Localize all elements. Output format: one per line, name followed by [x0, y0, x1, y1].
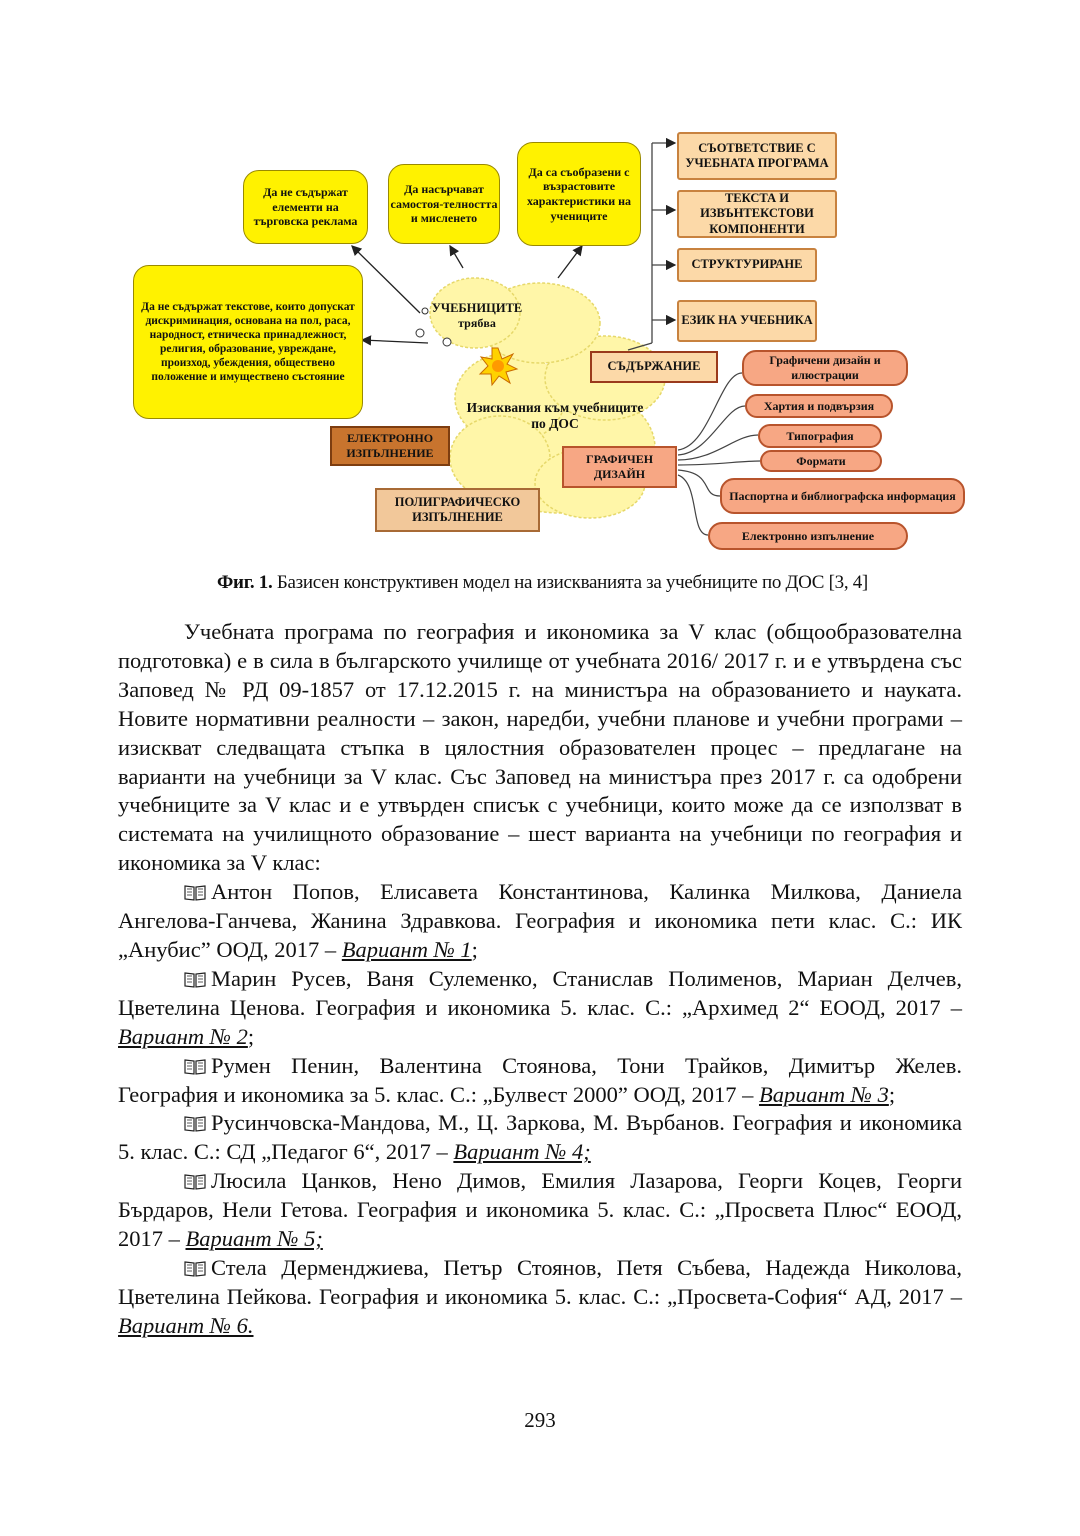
- reference-text: Русинчовска-Мандова, М., Ц. Заркова, М. Върбанов. География и икономика 5. клас. С.: СД „Педагог 6“, 2017 –: [118, 1110, 962, 1165]
- polygraphic-execution-label: ПОЛИГРАФИЧЕСКО ИЗПЪЛНЕНИЕ: [375, 488, 540, 532]
- content-item-structuring: СТРУКТУРИРАНЕ: [677, 248, 817, 282]
- reference-item: [118, 878, 962, 965]
- reference-variant: Вариант № 1: [341, 936, 472, 962]
- open-book-icon: [184, 971, 206, 988]
- center-title: Изисквания към учебниците по ДОС: [466, 399, 644, 431]
- reference-text: Антон Попов, Елисавета Константинова, Калинка Милкова, Даниела Ангелова-Ганчева, Жанина Здравкова. География и икономика пети клас. С.: ИК „Анубис” ООД, 2017 –: [118, 879, 962, 962]
- reference-text: Марин Русев, Ваня Сулеменко, Станислав Полименов, Мариан Делчев, Цветелина Ценова. География и икономика 5. клас. С.: „Архимед 2“ ЕООД, 2017 –: [118, 965, 962, 1020]
- body-paragraph: Учебната програма по география и икономика за V клас (общообразователна подготовка) е в сила в българското училище от учебната 2016/ 2017 г. и е утвърдена със Заповед № РД 09-1857 от 17.12.2015 г. на министъра на образованието и науката. Новите нормативни реалности – закон, наредби, учебни планове и учебни програми – изискват следващата стъпка в цялостния образователен процес – предлагане на варианти на учебници за V клас. Със Заповед на министъра през 2017 г. са одобрени учебниците за V клас и е утвърден списък с учебници, които може да се използват в системата на училищното образование – шест варианта на учебници по география и икономика за V клас:: [118, 619, 962, 876]
- content-item-text-components: ТЕКСТА И ИЗВЪНТЕКСТОВИ КОМПОНЕНТИ: [677, 190, 837, 238]
- graphic-design-label: ГРАФИЧЕН ДИЗАЙН: [562, 446, 677, 488]
- reference-item: [118, 1109, 962, 1167]
- open-book-icon: [184, 1260, 206, 1277]
- requirement-age-appropriate: Да са съобразени с възрастовите характеристики на учениците: [517, 142, 641, 246]
- reference-after: ;: [888, 1081, 896, 1107]
- open-book-icon: [184, 1115, 206, 1132]
- reference-variant: Вариант № 6.: [118, 1312, 254, 1338]
- open-book-icon: [184, 1058, 206, 1075]
- reference-after: ;: [247, 1023, 255, 1049]
- requirement-no-discrimination: Да не съдържат текстове, които допускат дискриминация, основана на пол, раса, народност, етническа принадлежност, религия, образование, увреждане, произход, убеждения, обществено положение и имуществено състояние: [133, 265, 363, 419]
- bubble-dot: [443, 338, 451, 346]
- reference-text: Румен Пенин, Валентина Стоянова, Тони Трайков, Димитър Желев. География и икономика за 5. клас. С.: „Булвест 2000” ООД, 2017 –: [118, 1052, 962, 1107]
- requirement-no-advertising: Да не съдържат елементи на търговска реклама: [243, 170, 368, 244]
- design-item-illustrations: Графичени дизайн и илюстрации: [742, 350, 908, 386]
- content-item-language: ЕЗИК НА УЧЕБНИКА: [677, 300, 817, 342]
- reference-item: [118, 1167, 962, 1254]
- reference-item: [118, 1254, 962, 1341]
- electronic-execution-label: ЕЛЕКТРОННО ИЗПЪЛНЕНИЕ: [330, 426, 450, 466]
- caption-text: Базисен конструктивен модел на изискванията за учебниците по ДОС [3, 4]: [272, 572, 868, 593]
- page-number: 293: [524, 1408, 556, 1432]
- reference-text: Стела Дерменджиева, Петър Стоянов, Петя Събева, Надежда Николова, Цветелина Пейкова. География и икономика 5. клас. С.: „Просвета-София“ АД, 2017 –: [118, 1254, 962, 1309]
- reference-after: ;: [471, 936, 478, 962]
- open-book-icon: [184, 1173, 206, 1190]
- design-item-paper-binding: Хартия и подвързия: [745, 394, 893, 418]
- reference-variant: Вариант № 4;: [453, 1139, 591, 1165]
- content-label: СЪДЪРЖАНИЕ: [590, 351, 718, 383]
- content-item-program: СЪОТВЕТСТВИЕ С УЧЕБНАТА ПРОГРАМА: [677, 132, 837, 180]
- reference-item: [118, 1052, 962, 1110]
- design-item-formats: Формати: [760, 450, 882, 472]
- bubble-label: УЧЕБНИЦИТЕ трябва: [431, 301, 523, 331]
- reference-variant: Вариант № 2: [118, 1023, 248, 1049]
- design-item-typography: Типография: [758, 424, 882, 448]
- requirement-independence: Да насърчават самостоя-телността и мисленето: [388, 164, 500, 244]
- reference-variant: Вариант № 5;: [185, 1226, 323, 1252]
- reference-item: [118, 965, 962, 1052]
- open-book-icon: [184, 884, 206, 901]
- design-item-electronic: Електронно изпълнение: [708, 522, 908, 550]
- reference-text: Люсила Цанков, Нено Димов, Емилия Лазарова, Георги Коцев, Георги Бърдаров, Нели Гетова. География и икономика 5. клас. С.: „Просвета Плюс“ ЕООД, 2017 –: [118, 1168, 962, 1252]
- design-item-passport-info: Паспортна и библиографска информация: [720, 478, 965, 514]
- caption-label: Фиг. 1.: [217, 572, 273, 593]
- body-text: [118, 618, 962, 1341]
- figure-diagram: [120, 128, 970, 558]
- figure-caption: [120, 572, 965, 594]
- reference-variant: Вариант № 3: [758, 1081, 889, 1107]
